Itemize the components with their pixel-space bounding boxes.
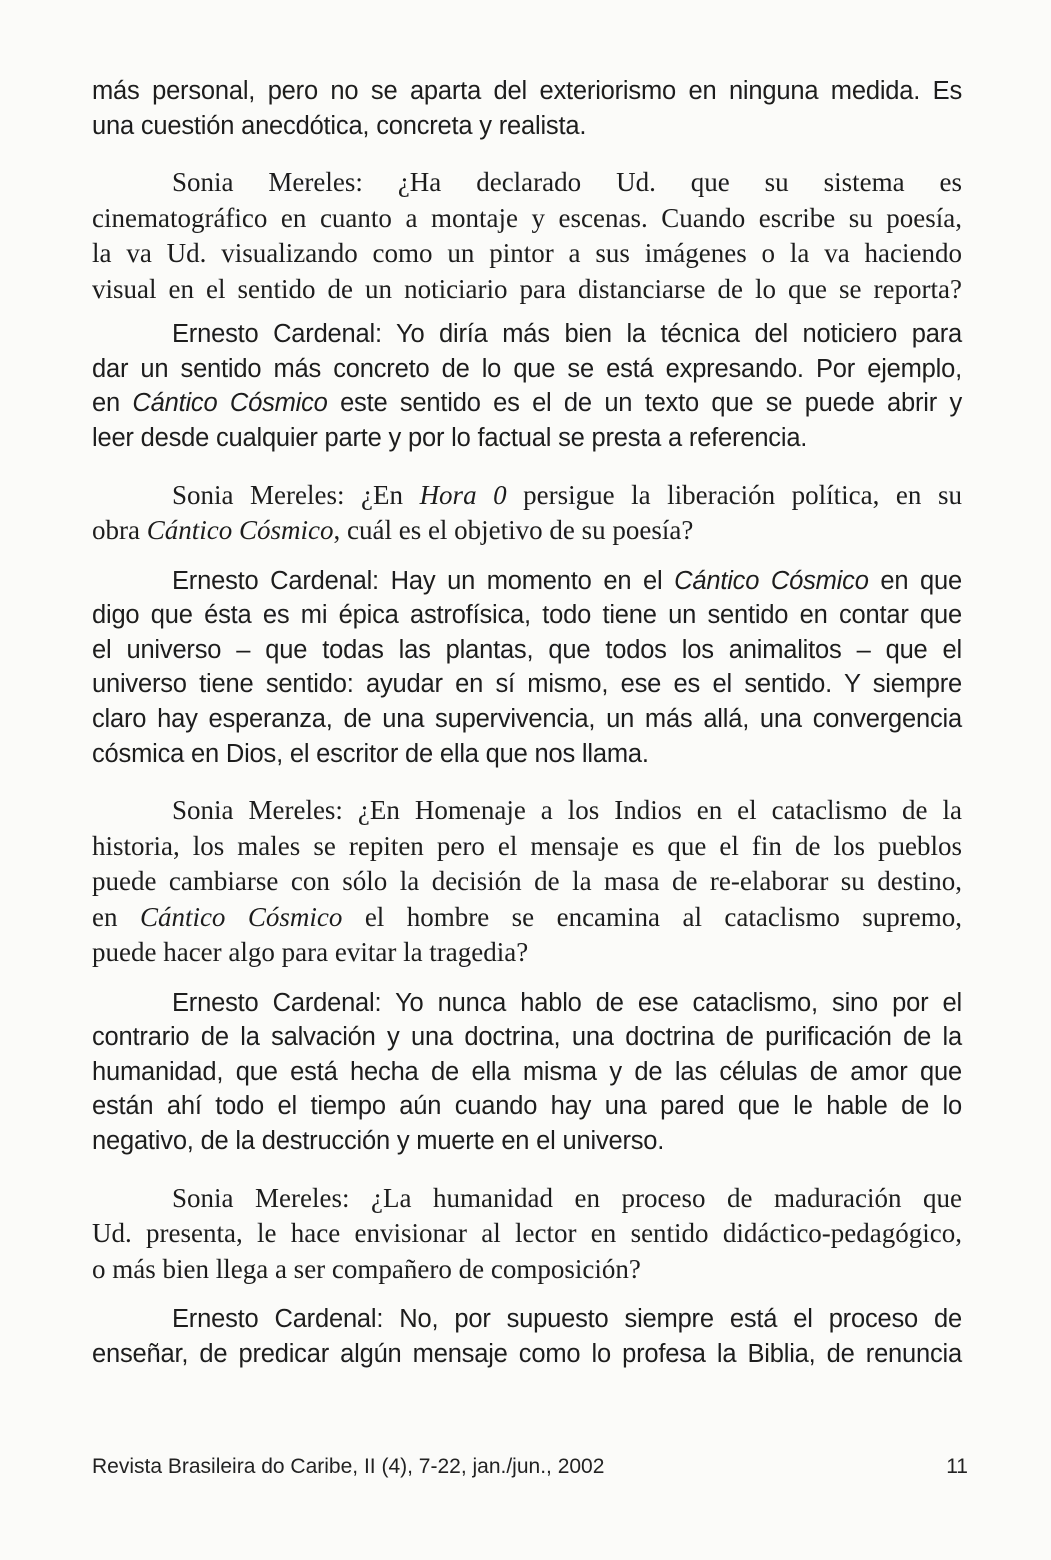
text-line: obra Cántico Cósmico, cuál es el objetivo de su poesía? — [92, 515, 694, 546]
text-line: el universo – que todas las plantas, que todos los animalitos – que el — [92, 635, 962, 664]
text-line: Ernesto Cardenal: No, por supuesto siempre está el proceso de — [172, 1305, 962, 1334]
text-line: en Cántico Cósmico este sentido es el de un texto que se puede abrir y — [92, 389, 962, 418]
text-line: Sonia Mereles: ¿En Hora 0 persigue la liberación política, en su — [172, 479, 962, 510]
paragraph-continuation — [92, 74, 962, 143]
text-line: están ahí todo el tiempo aún cuando hay una pared que le hable de lo — [92, 1092, 962, 1121]
body-text — [92, 74, 962, 1371]
text-line: digo que ésta es mi épica astrofísica, todo tiene un sentido en contar que — [92, 601, 962, 630]
text-line: Ernesto Cardenal: Yo nunca hablo de ese cataclismo, sino por el — [172, 988, 962, 1017]
journal-citation: Revista Brasileira do Caribe, II (4), 7-22, jan./jun., 2002 — [92, 1455, 605, 1478]
text-line: humanidad, que está hecha de ella misma y de las células de amor que — [92, 1057, 962, 1086]
text-line: Sonia Mereles: ¿Ha declarado Ud. que su sistema es — [172, 167, 962, 198]
text-line: dar un sentido más concreto de lo que se está expresando. Por ejemplo, — [92, 354, 962, 383]
text-line: una cuestión anecdótica, concreta y realista. — [92, 111, 587, 140]
text-line: puede cambiarse con sólo la decisión de la masa de re-elaborar su destino, — [92, 866, 962, 897]
text-line: historia, los males se repiten pero el mensaje es que el fin de los pueblos — [92, 830, 962, 861]
text-line: o más bien llega a ser compañero de composición? — [92, 1253, 641, 1284]
answer-paragraph — [92, 317, 962, 455]
answer-paragraph — [92, 564, 962, 772]
text-line: leer desde cualquier parte y por lo factual se presta a referencia. — [92, 423, 808, 452]
text-line: Sonia Mereles: ¿En Homenaje a los Indios en el cataclismo de la — [172, 795, 962, 826]
text-line: Sonia Mereles: ¿La humanidad en proceso de maduración que — [172, 1182, 962, 1213]
text-line: negativo, de la destrucción y muerte en el universo. — [92, 1127, 665, 1155]
text-line: enseñar, de predicar algún mensaje como lo profesa la Biblia, de renuncia — [92, 1339, 962, 1368]
text-line: contrario de la salvación y una doctrina, una doctrina de purificación de la — [92, 1023, 962, 1052]
question-paragraph — [92, 793, 962, 971]
text-line: visual en el sentido de un noticiario para distanciarse de lo que se reporta? — [92, 273, 962, 304]
text-line: cósmica en Dios, el escritor de ella que nos llama. — [92, 739, 649, 768]
question-paragraph — [92, 165, 962, 307]
question-paragraph — [92, 1181, 962, 1288]
text-line: en Cántico Cósmico el hombre se encamina al cataclismo supremo, — [92, 901, 963, 932]
text-line: Ud. presenta, le hace envisionar al lector en sentido didáctico-pedagógico, — [92, 1218, 962, 1249]
question-paragraph — [92, 478, 962, 549]
text-line: Ernesto Cardenal: Hay un momento en el Cántico Cósmico en que — [172, 566, 962, 595]
page-number: 11 — [946, 1455, 968, 1478]
answer-paragraph — [92, 1302, 962, 1371]
text-line: puede hacer algo para evitar la tragedia? — [92, 937, 529, 968]
text-line: la va Ud. visualizando como un pintor a sus imágenes o la va haciendo — [92, 238, 962, 269]
text-line: Ernesto Cardenal: Yo diría más bien la técnica del noticiero para — [172, 320, 962, 349]
text-line: más personal, pero no se aparta del exteriorismo en ninguna medida. Es — [92, 77, 962, 105]
answer-paragraph — [92, 986, 962, 1159]
text-line: claro hay esperanza, de una supervivencia, un más allá, una convergencia — [92, 704, 962, 733]
text-line: cinematográfico en cuanto a montaje y escenas. Cuando escribe su poesía, — [92, 202, 962, 233]
text-line: universo tiene sentido: ayudar en sí mismo, ese es el sentido. Y siempre — [92, 670, 962, 699]
